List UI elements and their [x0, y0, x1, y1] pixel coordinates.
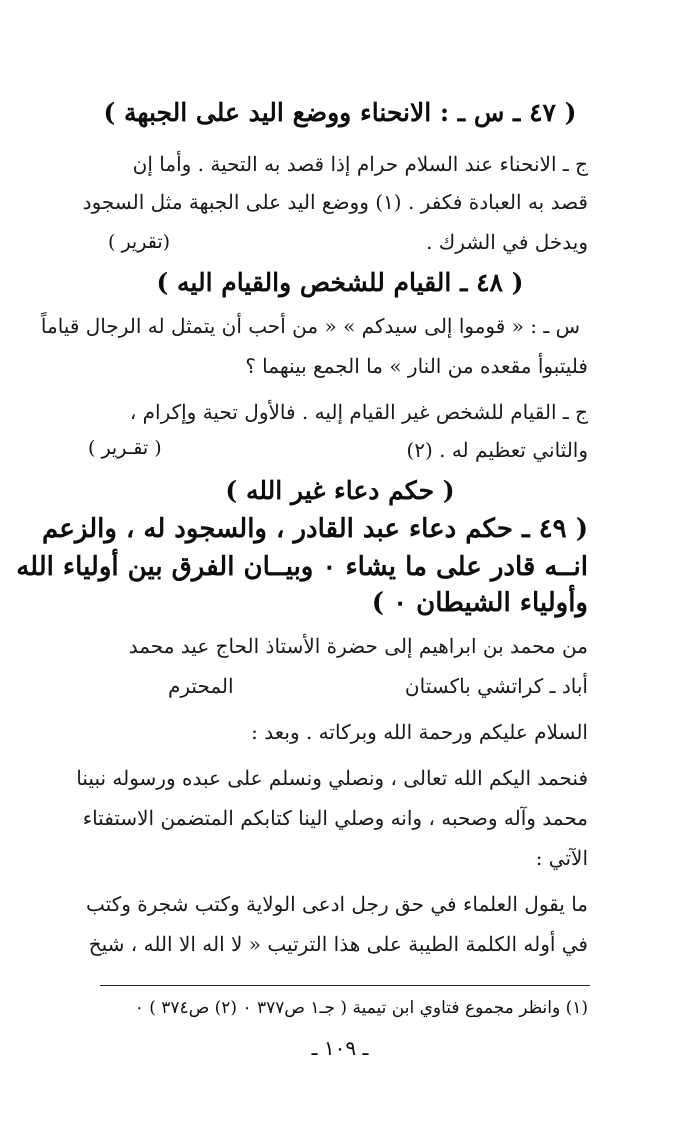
section-heading: ( حكم دعاء غير الله ): [225, 476, 455, 505]
heading-q48: ( ٤٨ ـ القيام للشخص والقيام اليه ): [156, 268, 524, 297]
q48-line-1: س ـ : « قوموا إلى سيدكم » « من أحب أن يتمثل له الرجال قياماً: [40, 314, 580, 338]
q48-line-4: والثاني تعظيم له . (٢): [406, 438, 588, 462]
heading-q49-line-2: انــه قادر على ما يشاء ٠ وبيــان الفرق بين أولياء الله: [16, 552, 588, 582]
letter-from-line: من محمد بن ابراهيم إلى حضرة الأستاذ الحاج عيد محمد: [128, 634, 588, 658]
q47-source-tag: (تقرير ): [108, 231, 171, 253]
q47-line-1: ج ـ الانحناء عند السلام حرام إذا قصد به التحية . وأما إن: [132, 152, 588, 176]
footnote: (١) وانظر مجموع فتاوي ابن تيمية ( جـ١ ص٣٧٧ ٠ (٢) ص٣٧٤ ) ٠: [134, 998, 588, 1018]
q48-source-tag: ( تقـرير ): [88, 437, 162, 459]
heading-q47: ( ٤٧ ـ س ـ : الانحناء ووضع اليد على الجبهة ): [103, 98, 577, 127]
letter-greeting: السلام عليكم ورحمة الله وبركاته . وبعد :: [251, 720, 588, 744]
q47-line-2: قصد به العبادة فكفر . (١) ووضع اليد على الجبهة مثل السجود: [82, 190, 588, 214]
heading-q49-line-3: وأولياء الشيطان ٠ ): [371, 588, 588, 618]
letter-body-line-2: محمد وآله وصحبه ، وانه وصلي الينا كتابكم المتضمن الاستفتاء: [82, 806, 588, 830]
heading-q49-line-1: ( ٤٩ ـ حكم دعاء عبد القادر ، والسجود له ، والزعم: [42, 514, 588, 544]
q48-line-3: ج ـ القيام للشخص غير القيام إليه . فالأول تحية وإكرام ،: [129, 400, 588, 424]
footnote-divider: [100, 985, 590, 986]
letter-address: أباد ـ كراتشي باكستان: [404, 674, 588, 698]
letter-body-line-3: الآتي :: [535, 846, 588, 870]
letter-respect: المحترم: [168, 674, 234, 698]
q48-line-2: فليتبوأ مقعده من النار » ما الجمع بينهما ؟: [245, 354, 588, 378]
q47-line-3: ويدخل في الشرك .: [426, 230, 588, 254]
letter-body-line-1: فنحمد اليكم الله تعالى ، ونصلي ونسلم على عبده ورسوله نبينا: [76, 766, 588, 790]
letter-body-line-5: في أوله الكلمة الطيبة على هذا الترتيب « لا اله الا الله ، شيخ: [88, 932, 588, 956]
page-number: ـ ١٠٩ ـ: [311, 1036, 369, 1060]
letter-body-line-4: ما يقول العلماء في حق رجل ادعى الولاية وكتب شجرة وكتب: [86, 892, 588, 916]
